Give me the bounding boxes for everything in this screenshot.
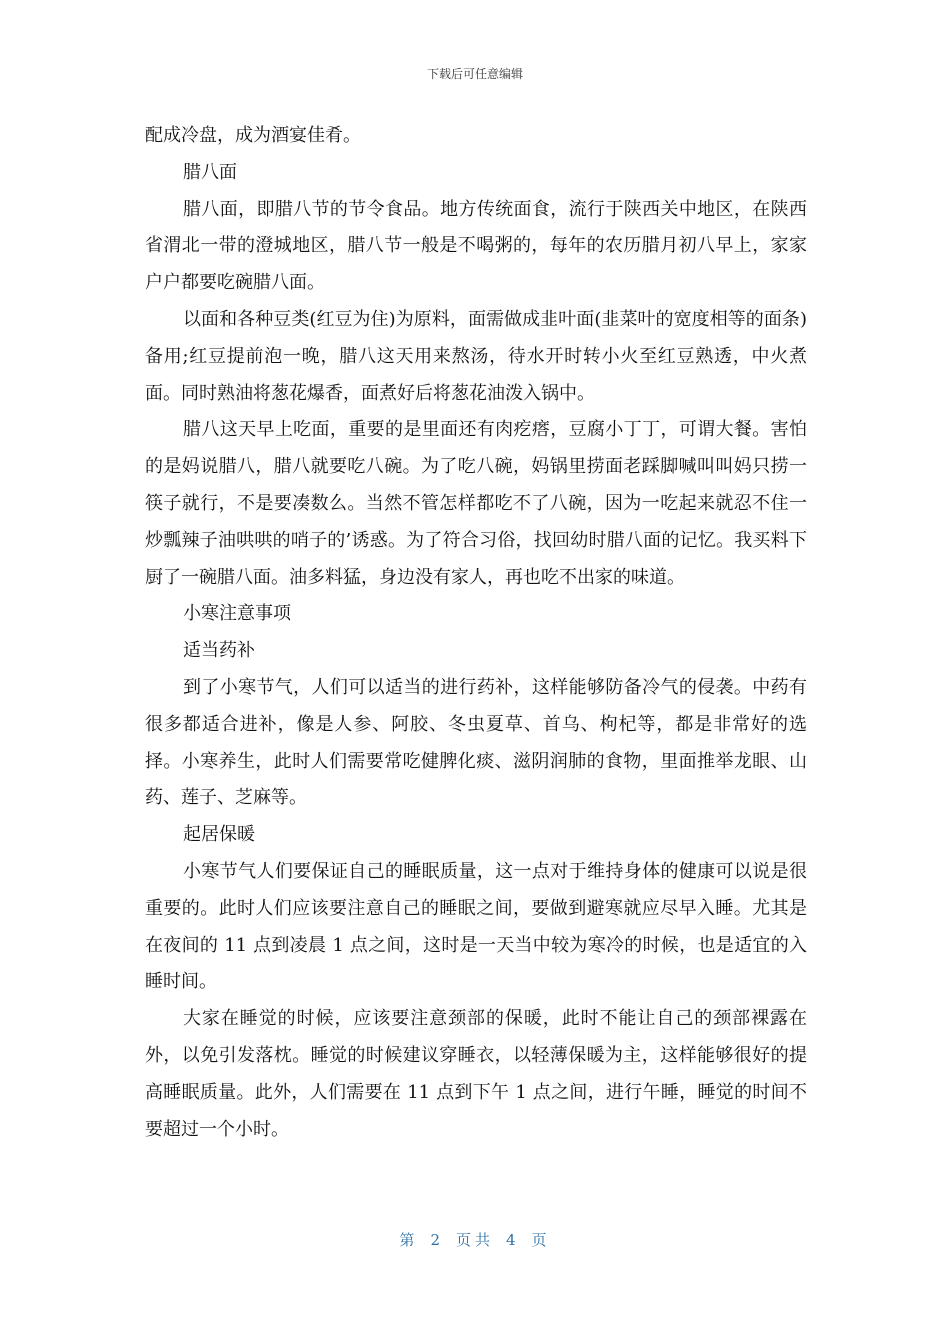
page-total: 4 — [506, 1231, 520, 1249]
section-heading-laba-noodles: 腊八面 — [183, 161, 237, 183]
subheading-keep-warm: 起居保暖 — [183, 824, 255, 846]
paragraph: 以面和各种豆类(红豆为住)为原料，面需做成韭叶面(韭菜叶的宽度相等的面条)备用;红豆提前泡一晚，腊八这天用来熬汤，待水开时转小火至红豆熟透，中火煮面。同时熟油将葱花爆香，面煮好后将葱花油泼入锅中。 — [145, 308, 807, 404]
footer-prefix: 第 — [399, 1231, 419, 1249]
paragraph: 到了小寒节气，人们可以适当的进行药补，这样能够防备冷气的侵袭。中药有很多都适合进补，像是人参、阿胶、冬虫夏草、首乌、枸杞等，都是非常好的选择。小寒养生，此时人们需要常吃健脾化痰、滋阴润肺的食物，里面推举龙眼、山药、莲子、芝麻等。 — [145, 676, 807, 809]
page-footer — [0, 1230, 950, 1250]
paragraph: 腊八面，即腊八节的节令食品。地方传统面食，流行于陕西关中地区，在陕西省渭北一带的澄城地区，腊八节一般是不喝粥的，每年的农历腊月初八早上，家家户户都要吃碗腊八面。 — [145, 198, 807, 294]
footer-middle: 页共 — [455, 1231, 494, 1249]
section-heading-precautions: 小寒注意事项 — [183, 603, 291, 625]
paragraph: 小寒节气人们要保证自己的睡眠质量，这一点对于维持身体的健康可以说是很重要的。此时人们应该要注意自己的睡眠之间，要做到避寒就应尽早入睡。尤其是在夜间的 11 点到凌晨 1 点之间，这时是一天当中较为寒冷的时候，也是适宜的入睡时间。 — [145, 860, 807, 993]
paragraph-continuation: 配成冷盘，成为酒宴佳肴。 — [145, 125, 361, 146]
footer-suffix: 页 — [531, 1231, 551, 1249]
document-body — [145, 118, 807, 1148]
subheading-herbal-supplements: 适当药补 — [183, 640, 255, 662]
page-header: 下载后可任意编辑 — [426, 67, 523, 81]
page-number: 2 — [430, 1231, 444, 1249]
paragraph: 大家在睡觉的时候，应该要注意颈部的保暖，此时不能让自己的颈部裸露在外，以免引发落枕。睡觉的时候建议穿睡衣，以轻薄保暖为主，这样能够很好的提高睡眠质量。此外，人们需要在 11 点到下午 1 点之间，进行午睡，睡觉的时间不要超过一个小时。 — [145, 1008, 807, 1140]
paragraph: 腊八这天早上吃面，重要的是里面还有肉疙瘩，豆腐小丁丁，可谓大餐。害怕的是妈说腊八，腊八就要吃八碗。为了吃八碗，妈锅里捞面老踩脚喊叫叫妈只捞一筷子就行，不是要凑数么。当然不管怎样都吃不了八碗，因为一吃起来就忍不住一炒瓢辣子油哄哄的哨子的’诱惑。为了符合习俗，找回幼时腊八面的记忆。我买料下厨了一碗腊八面。油多料猛，身边没有家人，再也吃不出家的味道。 — [145, 419, 807, 588]
